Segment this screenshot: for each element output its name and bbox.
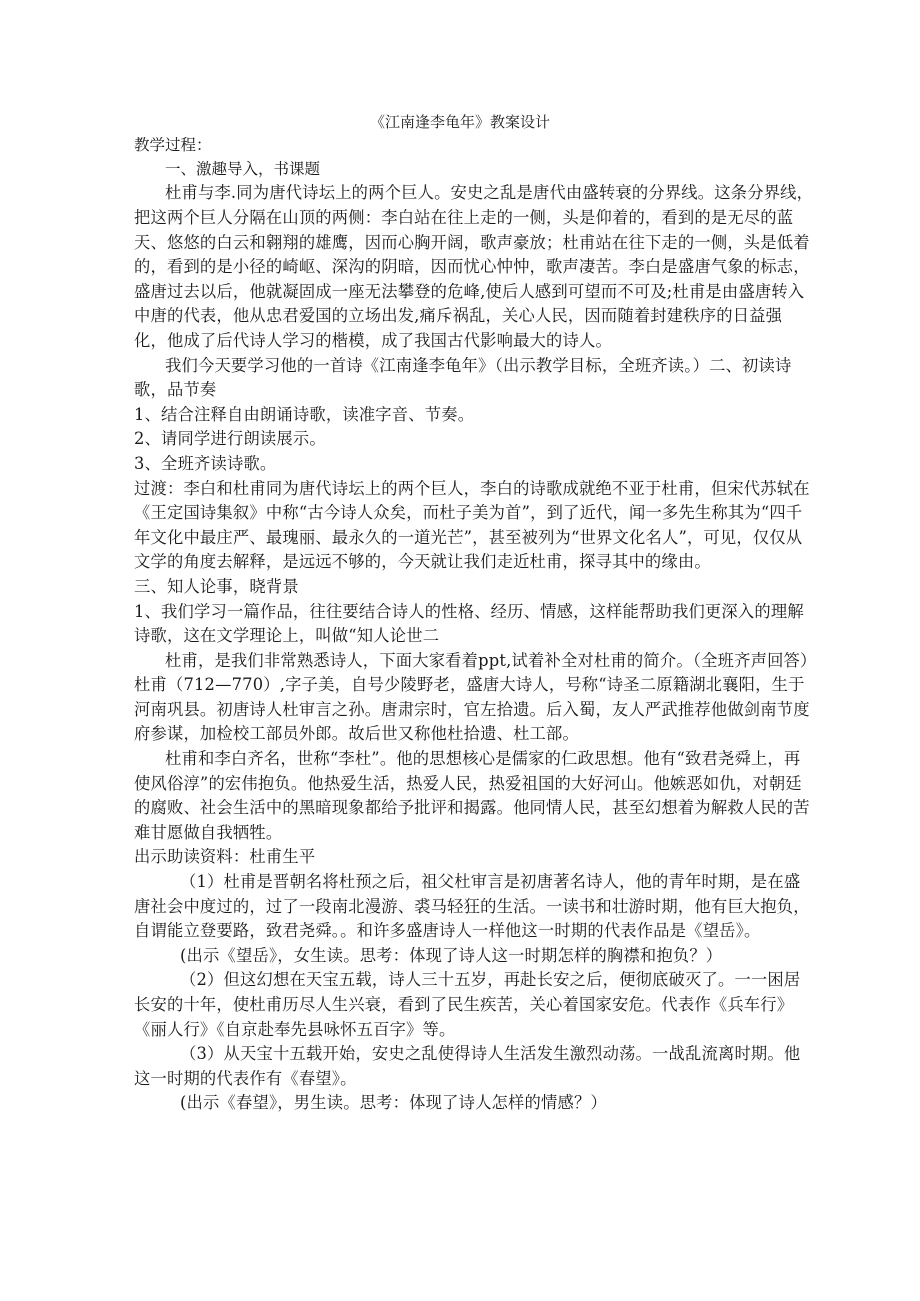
paragraph-know-the-poet: 1、我们学习一篇作品，往往要结合诗人的性格、经历、情感，这样能帮助我们更深入的理解诗歌，这在文学理论上，叫做“知人论世二: [134, 601, 804, 646]
list-item-step-2: 2、请同学进行朗读展示。: [134, 429, 326, 449]
paragraph-process-label: 教学过程：: [134, 136, 212, 154]
paragraph-reading-material: 出示助读资料：杜甫生平: [134, 847, 316, 867]
paragraph-li-du: 杜甫和李白齐名，世称“李杜”。他的思想核心是儒家的仁政思想。他有“致君尧舜上，再使风俗淳”的宏伟抱负。他热爱生活，热爱人民，热爱祖国的大好河山。他嫉恶如仇，对朝廷的腐败、社会生活中的黑暗现象都给予批评和揭露。他同情人民，甚至幻想着为解救人民的苦难甘愿做自我牺牲。: [134, 749, 810, 842]
section-heading-background: 三、知人论事，晓背景: [134, 576, 299, 596]
section-heading-intro: 一、激趣导入，书课题: [165, 159, 321, 178]
paragraph-dufu-intro: 杜甫，是我们非常熟悉诗人，下面大家看着ppt,试着补全对杜甫的简介。（全班齐声回答）杜甫（712—770）,字子美，自号少陵野老，盛唐大诗人，号称“诗圣二原籍湖北襄阳，生于河南巩县。初唐诗人杜审言之孙。唐肃宗时，官左拾遗。后入蜀，友人严武推荐他做剑南节度府参谋，加检校工部员外郎。故后世又称他杜拾遗、杜工部。: [134, 650, 810, 744]
paragraph-today-poem: 我们今天要学习他的一首诗《江南逢李龟年》（出示教学目标，全班齐读。）二、初读诗歌，品节奏: [134, 355, 792, 400]
paragraph-chunwang-note: (出示《春望》，男生读。思考：体现了诗人怎样的情感？）: [180, 1093, 607, 1113]
document-title: 《江南逢李龟年》教案设计: [369, 113, 550, 131]
paragraph-transition: 过渡：李白和杜甫同为唐代诗坛上的两个巨人，李白的诗歌成就绝不亚于杜甫，但宋代苏轼在《王定国诗集叙》中称“古今诗人众矣，而杜子美为首”，到了近代，闻一多先生称其为“四千年文化中最庄严、最瑰丽、最永久的一道光芒”，甚至被列为“世界文化名人”，可见，仅仅从文学的角度去解释，是远远不够的，今天就让我们走近杜甫，探寻其中的缘由。: [134, 478, 810, 572]
document-body: [134, 134, 814, 1116]
list-item-step-1: 1、结合注释自由朗诵诗歌，读准字音、节奏。: [134, 404, 475, 424]
paragraph-wangyue-note: (出示《望岳》，女生读。思考：体现了诗人这一时期怎样的胸襟和抱负？）: [180, 945, 723, 965]
list-item-step-3: 3、全班齐读诗歌。: [134, 453, 277, 473]
paragraph-period-2: （2）但这幻想在天宝五载，诗人三十五岁，再赴长安之后，便彻底破灭了。一一困居长安的十年，使杜甫历尽人生兴衰，看到了民生疾苦，关心着国家安危。代表作《兵车行》《丽人行》《自京赴奉先县咏怀五百字》等。: [134, 970, 801, 1039]
paragraph-intro-text: 杜甫与李.同为唐代诗坛上的两个巨人。安史之乱是唐代由盛转衰的分界线。这条分界线，把这两个巨人分隔在山顶的两侧：李白站在往上走的一侧，头是仰着的，看到的是无尽的蓝天、悠悠的白云和翱翔的雄鹰，因而心胸开阔，歌声豪放；杜甫站在往下走的一侧，头是低着的，看到的是小径的崎岖、深沟的阴暗，因而忧心忡忡，歌声凄苦。李白是盛唐气象的标志，盛唐过去以后，他就凝固成一座无法攀登的危峰,使后人感到可望而不可及;杜甫是由盛唐转入中唐的代表，他从忠君爱国的立场出发,痛斥祸乱，关心人民，因而随着封建秩序的日益强化，他成了后代诗人学习的楷模，成了我国古代影响最大的诗人。: [134, 183, 814, 350]
paragraph-period-1: （1）杜甫是晋朝名将杜预之后，祖父杜审言是初唐著名诗人，他的青年时期，是在盛唐社会中度过的，过了一段南北漫游、裘马轻狂的生活。一读书和壮游时期，他有巨大抱负，自谓能立登要路，致君尧舜。。和许多盛唐诗人一样他这一时期的代表作品是《望岳》。: [134, 872, 810, 941]
paragraph-period-3: （3）从天宝十五载开始，安史之乱使得诗人生活发生激烈动荡。一战乱流离时期。他这一时期的代表作有《春望》。: [134, 1044, 801, 1088]
